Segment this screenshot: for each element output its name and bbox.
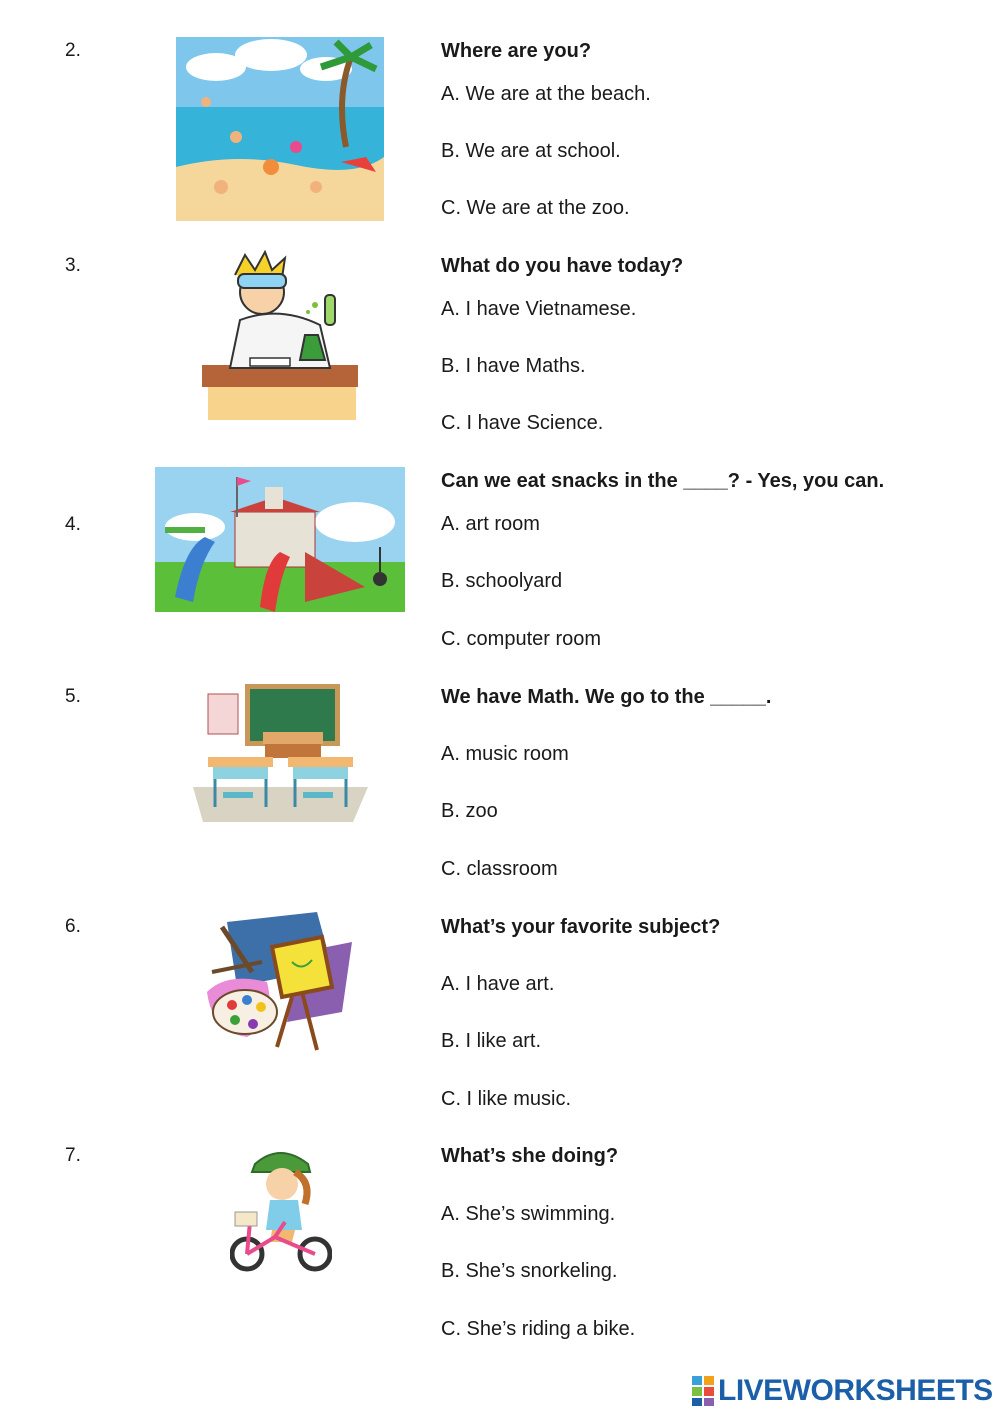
option-a[interactable]: A. music room	[441, 743, 569, 765]
beach-picture	[176, 37, 384, 221]
question-prompt: We have Math. We go to the _____.	[441, 686, 772, 708]
option-c[interactable]: C. I like music.	[441, 1088, 572, 1110]
question-number: 2.	[65, 40, 81, 61]
option-a[interactable]: A. We are at the beach.	[441, 83, 651, 105]
option-c[interactable]: C. I have Science.	[441, 412, 604, 434]
option-a[interactable]: A. art room	[441, 513, 540, 535]
question-number: 5.	[65, 686, 81, 707]
option-b[interactable]: B. I like art.	[441, 1030, 542, 1052]
question-number: 6.	[65, 916, 81, 937]
option-c[interactable]: C. computer room	[441, 628, 602, 650]
question-number: 3.	[65, 255, 81, 276]
liveworksheets-mark-icon	[692, 1376, 714, 1406]
question-prompt: Can we eat snacks in the ____? - Yes, you can.	[441, 470, 885, 492]
bike-picture	[230, 1142, 332, 1272]
question-number: 4.	[65, 514, 81, 535]
question-prompt: What’s your favorite subject?	[441, 916, 721, 938]
question-prompt: What do you have today?	[441, 255, 684, 277]
liveworksheets-logo	[692, 1374, 993, 1408]
option-a[interactable]: A. I have Vietnamese.	[441, 298, 637, 320]
science-picture	[200, 250, 360, 422]
question-prompt: Where are you?	[441, 40, 592, 62]
option-a[interactable]: A. She’s swimming.	[441, 1203, 616, 1225]
option-b[interactable]: B. I have Maths.	[441, 355, 586, 377]
option-c[interactable]: C. She’s riding a bike.	[441, 1318, 636, 1340]
question-prompt: What’s she doing?	[441, 1145, 619, 1167]
option-b[interactable]: B. zoo	[441, 800, 498, 822]
brand-name: LIVEWORKSHEETS	[718, 1374, 993, 1407]
classroom-picture	[193, 682, 368, 827]
option-c[interactable]: C. We are at the zoo.	[441, 197, 630, 219]
option-b[interactable]: B. She’s snorkeling.	[441, 1260, 618, 1282]
schoolyard-picture	[155, 467, 405, 612]
question-number: 7.	[65, 1145, 81, 1166]
option-b[interactable]: B. schoolyard	[441, 570, 563, 592]
option-b[interactable]: B. We are at school.	[441, 140, 621, 162]
art-picture	[207, 912, 352, 1052]
option-c[interactable]: C. classroom	[441, 858, 558, 880]
option-a[interactable]: A. I have art.	[441, 973, 555, 995]
